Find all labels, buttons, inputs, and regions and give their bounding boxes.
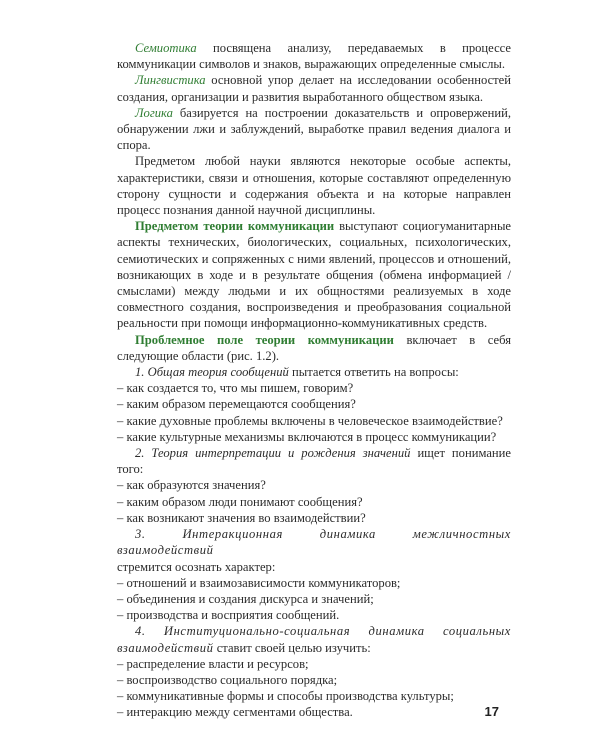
- paragraph-logic: [117, 105, 511, 154]
- list-item: – какие духовные проблемы включены в человеческое взаимодействие?: [117, 413, 503, 428]
- paragraph-semiotics: [117, 40, 511, 72]
- list-item: – как создается то, что мы пишем, говорим?: [117, 381, 354, 396]
- list-item: – объединения и создания дискурса и значений;: [117, 591, 374, 606]
- section-heading-2: [117, 445, 511, 477]
- paragraph-subject-of-science: [117, 153, 511, 218]
- page-number: 17: [484, 704, 499, 719]
- paragraph-text: Предметом любой науки являются некоторые особые аспекты, характеристики, связи и отношения, которые составляют определенную сторону сущности и содержания объекта и на которые направлен процесс познания данной научной дисциплины.: [117, 154, 511, 218]
- term-semiotics: Семиотика: [135, 41, 197, 55]
- paragraph-linguistics: [117, 72, 511, 104]
- paragraph-text: основной упор делает на исследовании особенностей создания, организации и развития выработанного обществом языка.: [117, 73, 511, 104]
- body-text: [117, 40, 511, 721]
- list-item: – каким образом люди понимают сообщения?: [117, 494, 363, 509]
- list-item: – воспроизводство социального порядка;: [117, 672, 338, 687]
- list-item: – распределение власти и ресурсов;: [117, 656, 309, 671]
- list-item: – отношений и взаимозависимости коммуникаторов;: [117, 575, 401, 590]
- section-title-1: 1. Общая теория сообщений: [135, 365, 289, 380]
- list-item: – как возникают значения во взаимодействии?: [117, 510, 366, 525]
- paragraph-subject-of-theory: [117, 218, 511, 331]
- section-intro-4: ставит своей целью изучить:: [213, 640, 371, 655]
- section-intro-1: пытается ответить на вопросы:: [288, 365, 459, 380]
- section-title-2: 2. Теория интерпретации и рождения значений: [135, 446, 411, 461]
- section-heading-3: [117, 526, 511, 558]
- paragraph-text: выступают социогуманитарные аспекты технических, биологических, социальных, психологических, семиотических и сопряженных с ними явлений, процессов и отношений, возникающих в ходе и в результате общения (обмена информацией / смыслами) между людьми и их общностями реализуемых в ходе совместного создания, воспроизведения и преобразования социальной реальности при помощи информационно-коммуникативных средств.: [117, 219, 511, 331]
- paragraph-text: включает в себя следующие области (рис. 1.2).: [117, 332, 511, 363]
- section-title-3: 3. Интеракционная динамика межличностных взаимодействий: [117, 527, 511, 558]
- term-linguistics: Лингвистика: [135, 73, 206, 88]
- list-item: – коммуникативные формы и способы производства культуры;: [117, 689, 454, 704]
- term-logic: Логика: [135, 105, 173, 120]
- section-intro-3: стремится осознать характер:: [117, 559, 276, 574]
- term-subject-of-theory: Предметом теории коммуникации: [135, 219, 335, 234]
- list-item: – какие культурные механизмы включаются в процесс коммуникации?: [117, 429, 497, 444]
- section-title-4: 4. Институционально-социальная динамика социальных взаимодействий: [117, 624, 511, 655]
- list-item: – интеракцию между сегментами общества.: [117, 705, 353, 720]
- term-problem-field: Проблемное поле теории коммуникации: [135, 332, 394, 347]
- list-item: – как образуются значения?: [117, 478, 266, 493]
- list-item: – каким образом перемещаются сообщения?: [117, 397, 356, 412]
- paragraph-problem-field: [117, 332, 511, 364]
- paragraph-text: посвящена анализу, передаваемых в процессе коммуникации символов и знаков, выражающих определенные смыслы.: [117, 41, 511, 72]
- list-item: – производства и восприятия сообщений.: [117, 608, 340, 623]
- section-heading-4: [117, 623, 511, 655]
- paragraph-text: базируется на построении доказательств и опровержений, обнаружении лжи и заблуждений, выработке правил ведения диалога и спора.: [117, 105, 511, 153]
- section-intro-2: ищет понимание того:: [117, 446, 511, 477]
- section-heading-1: [117, 364, 511, 380]
